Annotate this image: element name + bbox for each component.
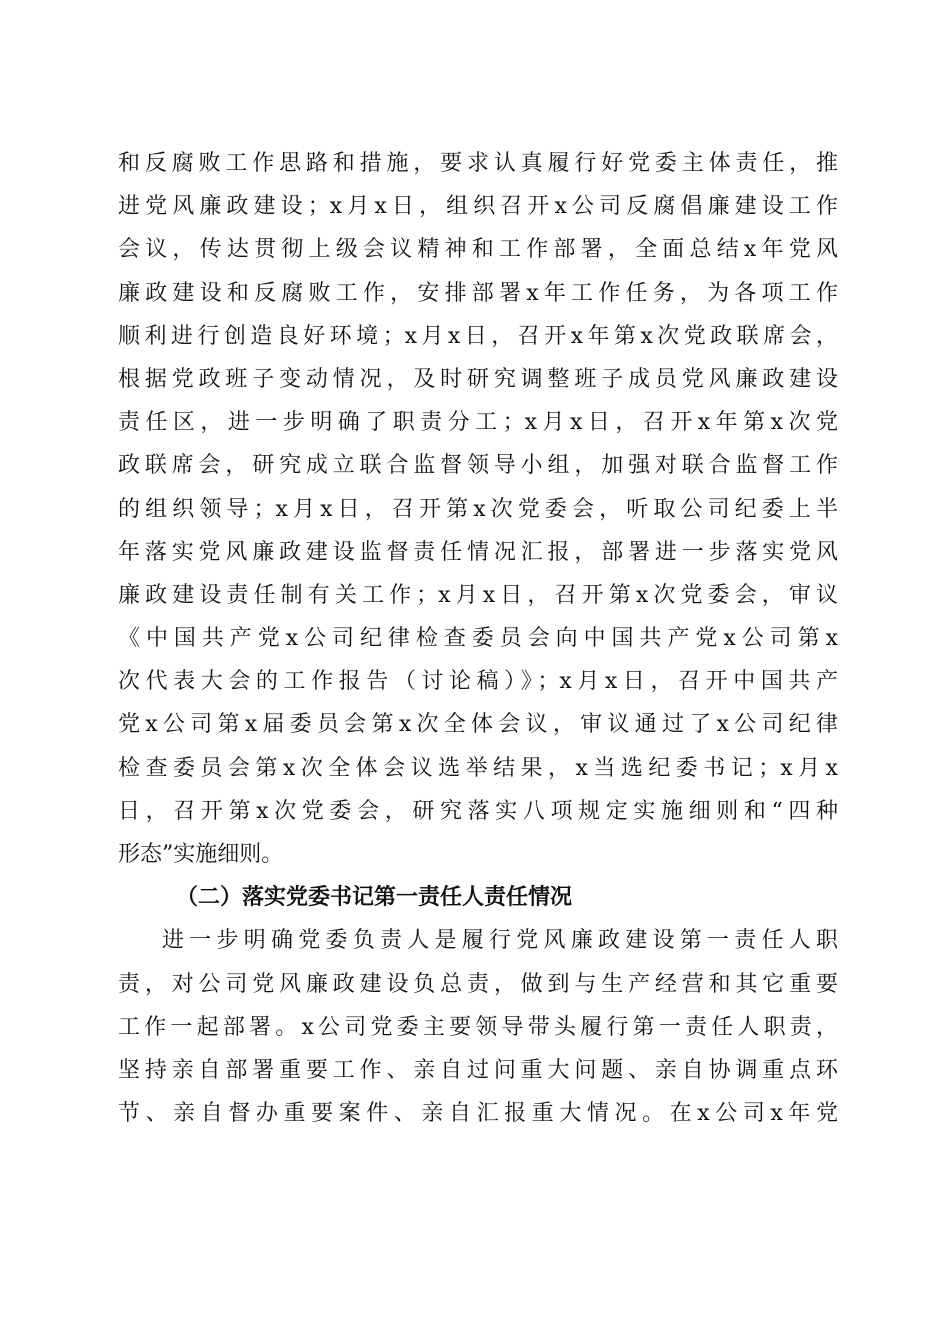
paragraph-2 <box>118 919 838 1135</box>
text-line: 根据党政班子变动情况，及时研究调整班子成员党风廉政建设 <box>118 366 838 392</box>
text-line: 顺利进行创造良好环境；x月x日，召开x年第x次党政联席会， <box>118 323 838 349</box>
text-line: 和反腐败工作思路和措施，要求认真履行好党委主体责任，推 <box>118 151 838 176</box>
text-line: 廉政建设和反腐败工作，安排部署x年工作任务，为各项工作 <box>118 280 838 306</box>
text-line: 的组织领导；x月x日，召开第x次党委会，听取公司纪委上半 <box>118 496 838 522</box>
text-line: 进一步明确党委负责人是履行党风廉政建设第一责任人职 <box>162 928 838 954</box>
paragraph-1 <box>118 142 838 876</box>
text-line: 次代表大会的工作报告（讨论稿）》；x月x日，召开中国共产 <box>118 669 838 695</box>
text-line: 节、亲自督办重要案件、亲自汇报重大情况。在x公司x年党 <box>118 1101 838 1127</box>
text-line: 《中国共产党x公司纪律检查委员会向中国共产党x公司第x <box>118 626 838 652</box>
text-line: 检查委员会第x次全体会议选举结果，x当选纪委书记；x月x <box>118 755 838 781</box>
section-heading: （二）落实党委书记第一责任人责任情况 <box>176 884 573 911</box>
text-line: 廉政建设责任制有关工作；x月x日，召开第x次党委会，审议 <box>118 582 838 608</box>
text-line: 进党风廉政建设；x月x日，组织召开x公司反腐倡廉建设工作 <box>118 194 838 220</box>
text-line: 会议，传达贯彻上级会议精神和工作部署，全面总结x年党风 <box>118 237 838 263</box>
text-line: 坚持亲自部署重要工作、亲自过问重大问题、亲自协调重点环 <box>118 1057 838 1083</box>
text-line: 形态”实施细则。 <box>118 842 284 867</box>
document-body <box>118 142 838 1135</box>
text-line: 工作一起部署。x公司党委主要领导带头履行第一责任人职责， <box>118 1014 838 1040</box>
text-line: 日，召开第x次党委会，研究落实八项规定实施细则和“四种 <box>118 798 838 824</box>
text-line: 政联席会，研究成立联合监督领导小组，加强对联合监督工作 <box>118 453 838 479</box>
text-line: 责任区，进一步明确了职责分工；x月x日，召开x年第x次党 <box>118 410 838 436</box>
text-line: 党x公司第x届委员会第x次全体会议，审议通过了x公司纪律 <box>118 712 838 738</box>
text-line: 责，对公司党风廉政建设负总责，做到与生产经营和其它重要 <box>118 971 838 997</box>
text-line: 年落实党风廉政建设监督责任情况汇报，部署进一步落实党风 <box>118 539 838 565</box>
